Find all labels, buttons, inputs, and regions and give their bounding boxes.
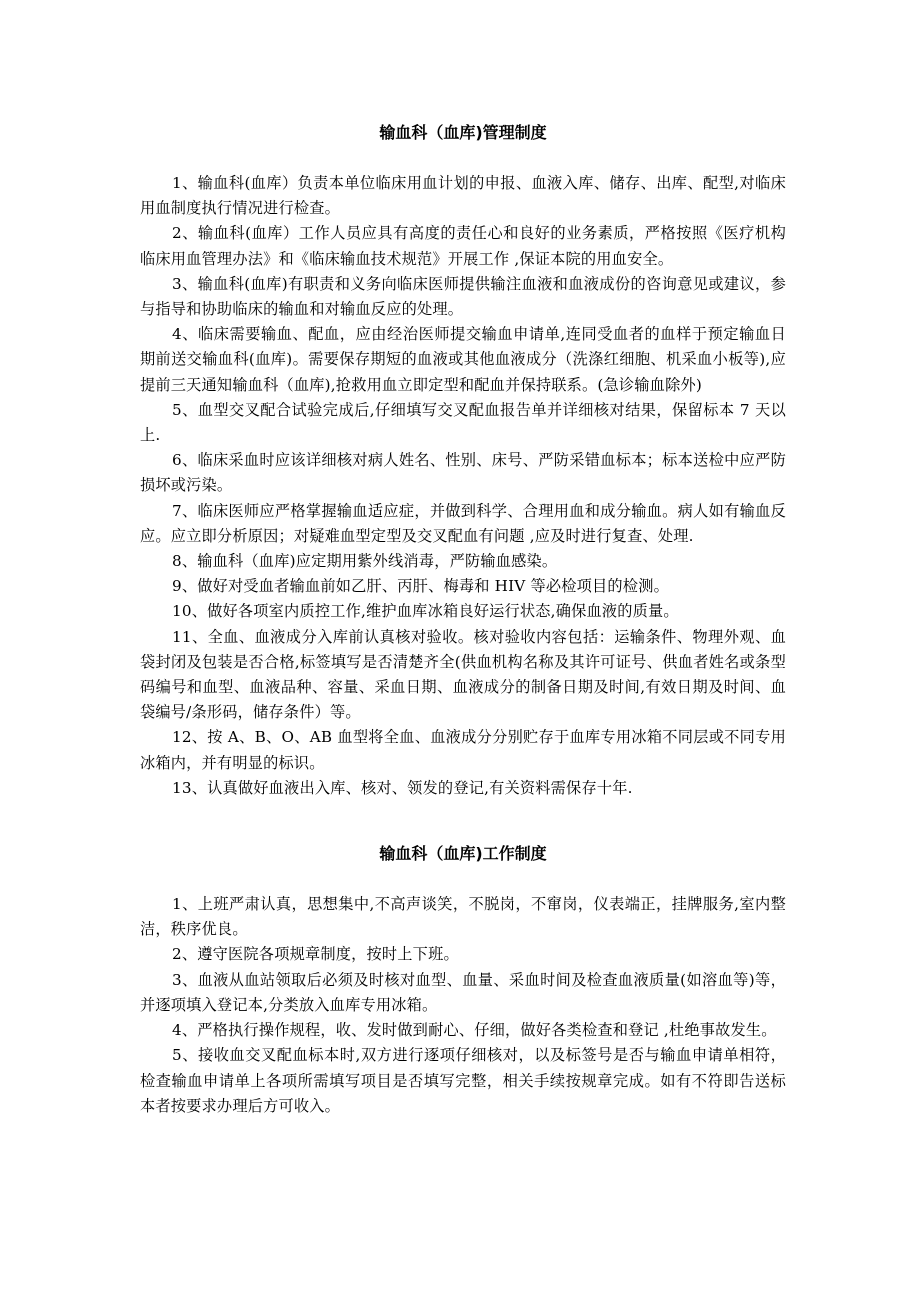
rule-paragraph: 12、按 A、B、O、AB 血型将全血、血液成分分别贮存于血库专用冰箱不同层或不同专用冰箱内，并有明显的标识。 xyxy=(140,728,786,772)
section-title-management: 输血科（血库)管理制度 xyxy=(379,123,547,142)
rule-paragraph: 7、临床医师应严格掌握输血适应症，并做到科学、合理用血和成分输血。病人如有输血反应。应立即分析原因；对疑难血型定型及交叉配血有问题 ,应及时进行复查、处理. xyxy=(140,501,786,545)
rule-paragraph: 13、认真做好血液出入库、核对、领发的登记,有关资料需保存十年. xyxy=(172,778,633,797)
document-body xyxy=(140,118,786,1119)
section-title-work: 输血科（血库)工作制度 xyxy=(379,844,547,864)
rule-paragraph: 8、输血科（血库)应定期用紫外线消毒，严防输血感染。 xyxy=(172,552,558,571)
rule-paragraph: 3、输血科(血库)有职责和义务向临床医师提供输注血液和血液成份的咨询意见或建议，参与指导和协助临床的输血和对输血反应的处理。 xyxy=(140,274,786,319)
rule-paragraph: 4、严格执行操作规程，收、发时做到耐心、仔细，做好各类检查和登记 ,杜绝事故发生。 xyxy=(172,1021,777,1040)
rule-paragraph: 5、血型交叉配合试验完成后,仔细填写交叉配血报告单并详细核对结果，保留标本 7 天以上. xyxy=(140,400,786,445)
rule-paragraph: 1、上班严肃认真，思想集中,不高声谈笑，不脱岗，不窜岗，仪表端正，挂牌服务,室内整洁，秩序优良。 xyxy=(140,895,786,939)
rule-paragraph: 9、做好对受血者输血前如乙肝、丙肝、梅毒和 HIV 等必检项目的检测。 xyxy=(172,577,669,596)
rule-paragraph: 11、全血、血液成分入库前认真核对验收。核对验收内容包括：运输条件、物理外观、血袋封闭及包装是否合格,标签填写是否清楚齐全(供血机构名称及其许可证号、供血者姓名或条型码编号和血型、血液品种、容量、采血日期、血液成分的制备日期及时间,有效日期及时间、血袋编号/条形码，储存条件）等。 xyxy=(140,627,786,722)
rule-paragraph: 2、输血科(血库）工作人员应具有高度的责任心和良好的业务素质，严格按照《医疗机构临床用血管理办法》和《临床输血技术规范》开展工作 ,保证本院的用血安全。 xyxy=(140,224,786,268)
rule-paragraph: 6、临床采血时应该详细核对病人姓名、性别、床号、严防采错血标本；标本送检中应严防损坏或污染。 xyxy=(140,451,786,495)
rule-paragraph: 1、输血科(血库）负责本单位临床用血计划的申报、血液入库、储存、出库、配型,对临床用血制度执行情况进行检查。 xyxy=(140,174,786,218)
rule-paragraph: 4、临床需要输血、配血，应由经治医师提交输血申请单,连同受血者的血样于预定输血日期前送交输血科(血库)。需要保存期短的血液或其他血液成分（洗涤红细胞、机采血小板等),应提前三天通知输血科（血库),抢救用血立即定型和配血并保持联系。(急诊输血除外) xyxy=(140,325,786,394)
work-rules-list xyxy=(140,892,786,1119)
rule-paragraph: 10、做好各项室内质控工作,维护血库冰箱良好运行状态,确保血液的质量。 xyxy=(172,602,679,621)
management-rules-list xyxy=(140,171,786,801)
rule-paragraph: 3、血液从血站领取后必须及时核对血型、血量、采血时间及检查血液质量(如溶血等)等，并逐项填入登记本,分类放入血库专用冰箱。 xyxy=(140,970,786,1014)
rule-paragraph: 2、遵守医院各项规章制度，按时上下班。 xyxy=(172,945,459,964)
rule-paragraph: 5、接收血交叉配血标本时,双方进行逐项仔细核对，以及标签号是否与输血申请单相符，检查输血申请单上各项所需填写项目是否填写完整，相关手续按规章完成。如有不符即告送标本者按要求办理后方可收入。 xyxy=(140,1046,786,1115)
